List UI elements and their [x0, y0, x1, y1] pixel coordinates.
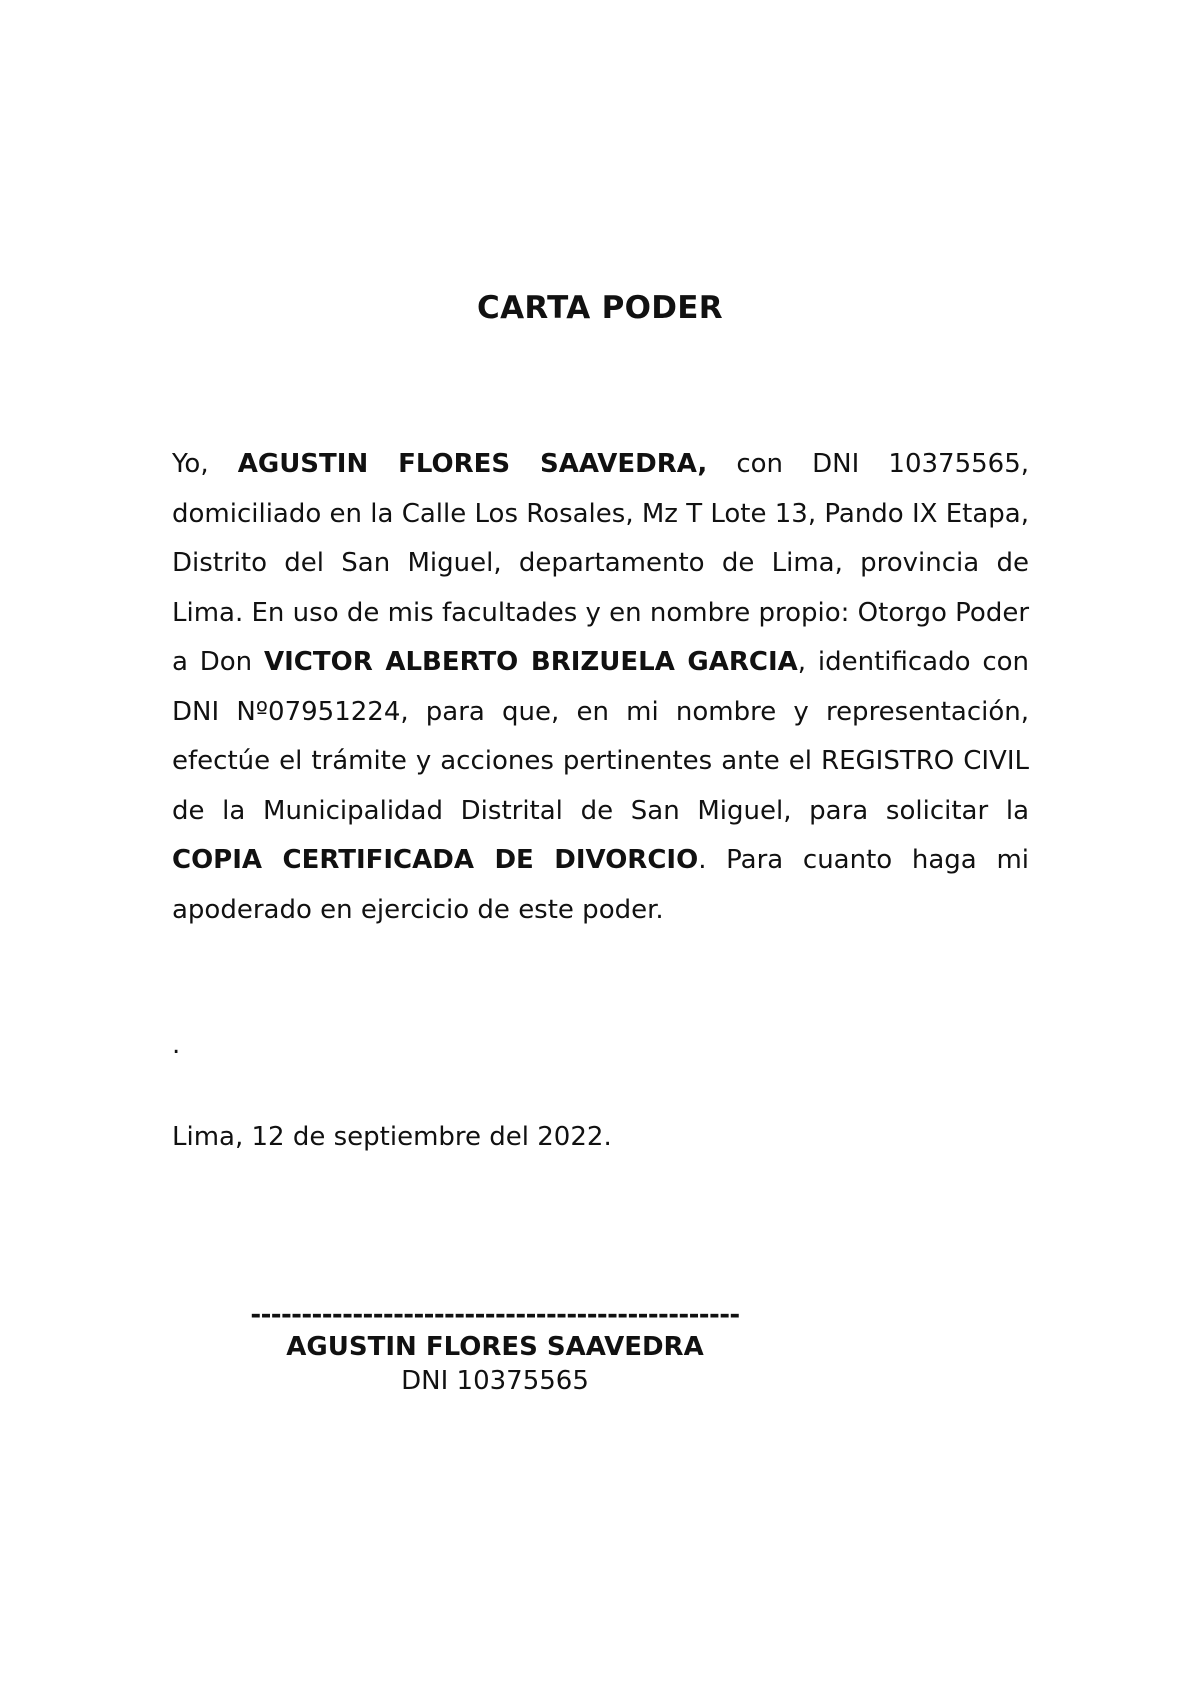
document-requested: COPIA CERTIFICADA DE DIVORCIO — [172, 845, 699, 875]
body-paragraph — [172, 440, 1029, 935]
signer-name: AGUSTIN FLORES SAAVEDRA — [286, 1332, 704, 1362]
signature-block — [230, 1300, 760, 1398]
document-title: CARTA PODER — [477, 290, 723, 326]
body-text-opening: Yo, — [172, 449, 238, 479]
body-text-grantee-details: , identificado con DNI Nº07951224, para que, en mi nombre y representación, efectúe el trámite y acciones pertinentes ante el REGISTRO CIVIL de la Municipalidad Distrital de San Miguel, para solicitar la — [172, 647, 1029, 826]
body-text-closing: . Para cuanto haga mi apoderado en ejercicio de este poder. — [172, 845, 1029, 925]
grantee-name: VICTOR ALBERTO BRIZUELA GARCIA — [263, 647, 798, 677]
signer-dni: DNI 10375565 — [401, 1366, 589, 1396]
separator-dot: . — [172, 1030, 181, 1060]
body-text-grantor-details: con DNI 10375565, domiciliado en la Calle Los Rosales, Mz T Lote 13, Pando IX Etapa, Distrito del San Miguel, departamento de Lima, provincia de Lima. En uso de mis facultades y en nombre propio: Otorgo Poder a Don — [172, 449, 1030, 677]
place-date: Lima, 12 de septiembre del 2022. — [172, 1122, 612, 1152]
signature-line: ------------------------------------------------ — [250, 1300, 740, 1330]
grantor-name: AGUSTIN FLORES SAAVEDRA, — [237, 449, 708, 479]
